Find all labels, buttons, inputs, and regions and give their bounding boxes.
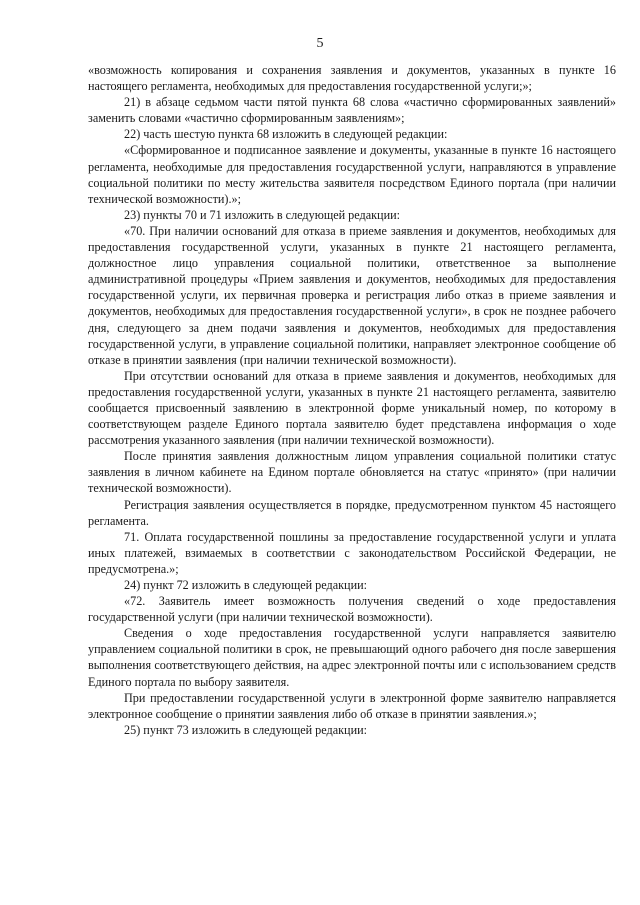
paragraph: После принятия заявления должностным лицом управления социальной политики статус заявления в личном кабинете на Едином портале обновляется на статус «принято» (при наличии технической возможности). [88,449,616,496]
paragraph: Регистрация заявления осуществляется в порядке, предусмотренном пунктом 45 настоящего регламента. [88,497,616,528]
paragraph: 23) пункты 70 и 71 изложить в следующей редакции: [124,207,401,222]
paragraph: 21) в абзаце седьмом части пятой пункта 68 слова «частично сформированных заявлений» заменить словами «частично сформированным заявлениям»; [88,95,616,126]
paragraph: 24) пункт 72 изложить в следующей редакции: [124,578,368,592]
paragraph: При отсутствии оснований для отказа в приеме заявления и документов, необходимых для предоставления государственной услуги, указанных в пункте 21 настоящего регламента, заявителю сообщается присвоенный заявлению в электронной форме уникальный номер, по которому в соответствующем разделе Единого портала заявителю будет представлена информация о ходе рассмотрения указанного заявления (при наличии технической возможности). [88,368,616,448]
paragraph: «72. Заявитель имеет возможность получения сведений о ходе предоставления государственной услуги (при наличии технической возможности). [88,594,616,625]
paragraph: Сведения о ходе предоставления государственной услуги направляется заявителю управлением социальной политики в срок, не превышающий одного рабочего дня после завершения выполнения соответствующего действия, на адрес электронной почты или с использованием средств Единого портала по выбору заявителя. [88,626,616,689]
paragraph: 25) пункт 73 изложить в следующей редакции: [124,722,368,737]
paragraph: «Сформированное и подписанное заявление и документы, указанные в пункте 16 настоящего регламента, необходимые для предоставления государственной услуги, направляются в управление социальной политики по месту жительства заявителя посредством Единого портала (при наличии технической возможности).»; [88,143,616,206]
paragraph: 22) часть шестую пункта 68 изложить в следующей редакции: [124,127,448,142]
paragraph: При предоставлении государственной услуги в электронной форме заявителю направляется электронное сообщение о принятии заявления либо об отказе в принятии заявления.»; [88,690,616,721]
page-number: 5 [316,36,324,51]
document-body [88,62,616,738]
paragraph: «возможность копирования и сохранения заявления и документов, указанных в пункте 16 настоящего регламента, необходимых для предоставления государственной услуги;»; [88,63,616,94]
paragraph: «70. При наличии оснований для отказа в приеме заявления и документов, необходимых для предоставления государственной услуги, указанных в пункте 21 настоящего регламента, должностное лицо управления социальной политики, ответственное за выполнение административной процедуры «Прием заявления и документов, необходимых для предоставления государственной услуги, их первичная проверка и регистрация либо отказ в приеме заявления и документов, необходимых для предоставления государственной услуги», в срок не позднее рабочего дня, следующего за днем подачи заявления и документов, необходимых для предоставления государственной услуги, в управление социальной политики, направляет электронное сообщение об отказе в принятии заявления (при наличии технической возможности). [88,223,616,367]
paragraph: 71. Оплата государственной пошлины за предоставление государственной услуги и уплата иных платежей, взимаемых в соответствии с законодательством Российской Федерации, не предусмотрена.»; [88,529,616,576]
